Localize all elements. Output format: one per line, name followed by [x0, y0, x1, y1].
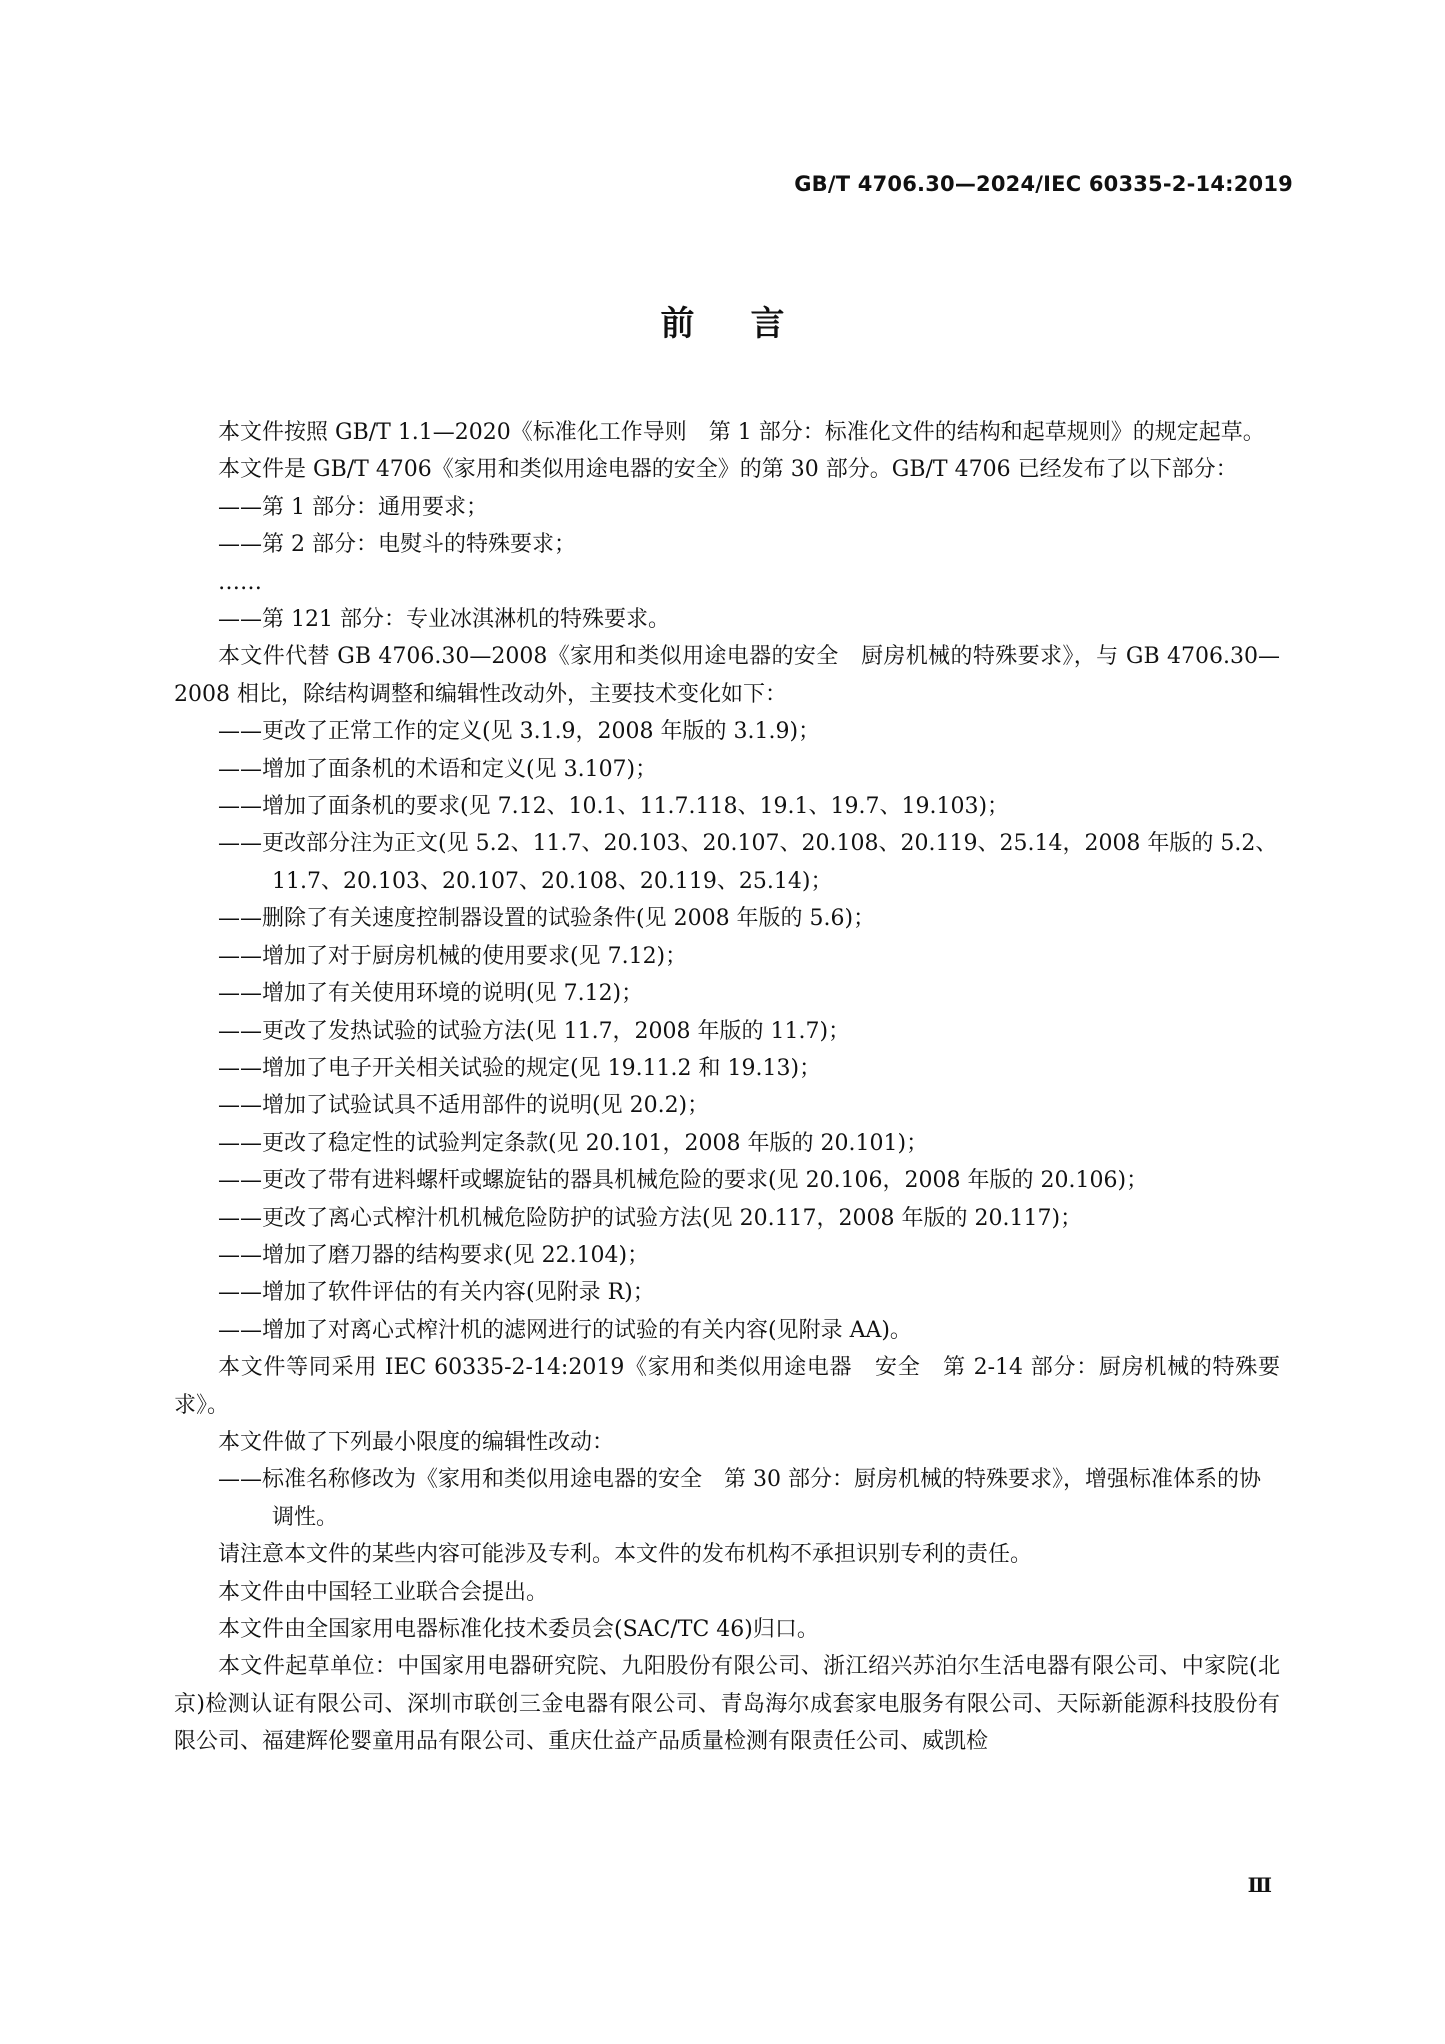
list-item: ——增加了面条机的术语和定义(见 3.107)； [218, 756, 658, 782]
list-item: ——增加了面条机的要求(见 7.12、10.1、11.7.118、19.1、19.7、19.103)； [218, 794, 1010, 820]
list-item: ——标准名称修改为《家用和类似用途电器的安全 第 30 部分：厨房机械的特殊要求》，增强标准体系的协调性。 [218, 1467, 1261, 1530]
paragraph: 本文件由中国轻工业联合会提出。 [218, 1579, 549, 1605]
list-item: ——增加了试验试具不适用部件的说明(见 20.2)； [218, 1093, 710, 1119]
paragraph: 本文件按照 GB/T 1.1—2020《标准化工作导则 第 1 部分：标准化文件的结构和起草规则》的规定起草。 [218, 420, 1265, 445]
paragraph: …… [218, 569, 262, 595]
list-item: ——更改了带有进料螺杆或螺旋钻的器具机械危险的要求(见 20.106，2008 年版的 20.106)； [218, 1168, 1149, 1194]
paragraph: 本文件由全国家用电器标准化技术委员会(SAC/TC 46)归口。 [218, 1617, 819, 1642]
standard-number-header: GB/T 4706.30—2024/IEC 60335-2-14:2019 [794, 172, 1293, 196]
paragraph: 本文件代替 GB 4706.30—2008《家用和类似用途电器的安全 厨房机械的特殊要求》，与 GB 4706.30—2008 相比，除结构调整和编辑性改动外，主要技术变化如下： [174, 644, 1280, 707]
list-item: ——第 1 部分：通用要求； [218, 494, 488, 520]
list-item: ——增加了对离心式榨汁机的滤网进行的试验的有关内容(见附录 AA)。 [218, 1317, 912, 1343]
list-item: ——更改了发热试验的试验方法(见 11.7，2008 年版的 11.7)； [218, 1018, 851, 1044]
page-title: 前言 [660, 304, 841, 344]
list-item: ——增加了磨刀器的结构要求(见 22.104)； [218, 1242, 650, 1268]
list-item: ——更改部分注为正文(见 5.2、11.7、20.103、20.107、20.108、20.119、25.14，2008 年版的 5.2、11.7、20.103、20.107、20.108、20.119、25.14)； [218, 831, 1278, 894]
list-item: ——第 121 部分：专业冰淇淋机的特殊要求。 [218, 607, 670, 633]
list-item: ——更改了正常工作的定义(见 3.1.9，2008 年版的 3.1.9)； [218, 719, 821, 745]
list-item: ——更改了离心式榨汁机机械危险防护的试验方法(见 20.117，2008 年版的 20.117)； [218, 1205, 1083, 1231]
paragraph: 请注意本文件的某些内容可能涉及专利。本文件的发布机构不承担识别专利的责任。 [218, 1542, 1033, 1568]
list-item: ——更改了稳定性的试验判定条款(见 20.101，2008 年版的 20.101)； [218, 1130, 929, 1156]
page-number: Ⅲ [1247, 1873, 1272, 1897]
list-item: ——增加了软件评估的有关内容(见附录 R)； [218, 1280, 655, 1306]
list-item: ——增加了对于厨房机械的使用要求(见 7.12)； [218, 943, 688, 969]
list-item: ——删除了有关速度控制器设置的试验条件(见 2008 年版的 5.6)； [218, 906, 876, 932]
paragraph: 本文件起草单位：中国家用电器研究院、九阳股份有限公司、浙江绍兴苏泊尔生活电器有限公司、中家院(北京)检测认证有限公司、深圳市联创三金电器有限公司、青岛海尔成套家电服务有限公司、天际新能源科技股份有限公司、福建辉伦婴童用品有限公司、重庆仕益产品质量检测有限责任公司、威凯检 [174, 1654, 1280, 1755]
list-item: ——增加了电子开关相关试验的规定(见 19.11.2 和 19.13)； [218, 1055, 822, 1081]
paragraph: 本文件等同采用 IEC 60335-2-14:2019《家用和类似用途电器 安全 第 2-14 部分：厨房机械的特殊要求》。 [174, 1355, 1280, 1418]
paragraph: 本文件是 GB/T 4706《家用和类似用途电器的安全》的第 30 部分。GB/T 4706 已经发布了以下部分： [218, 457, 1238, 483]
list-item: ——第 2 部分：电熨斗的特殊要求； [218, 532, 576, 558]
document-body [174, 414, 1280, 1761]
paragraph: 本文件做了下列最小限度的编辑性改动： [218, 1429, 615, 1455]
list-item: ——增加了有关使用环境的说明(见 7.12)； [218, 981, 644, 1007]
